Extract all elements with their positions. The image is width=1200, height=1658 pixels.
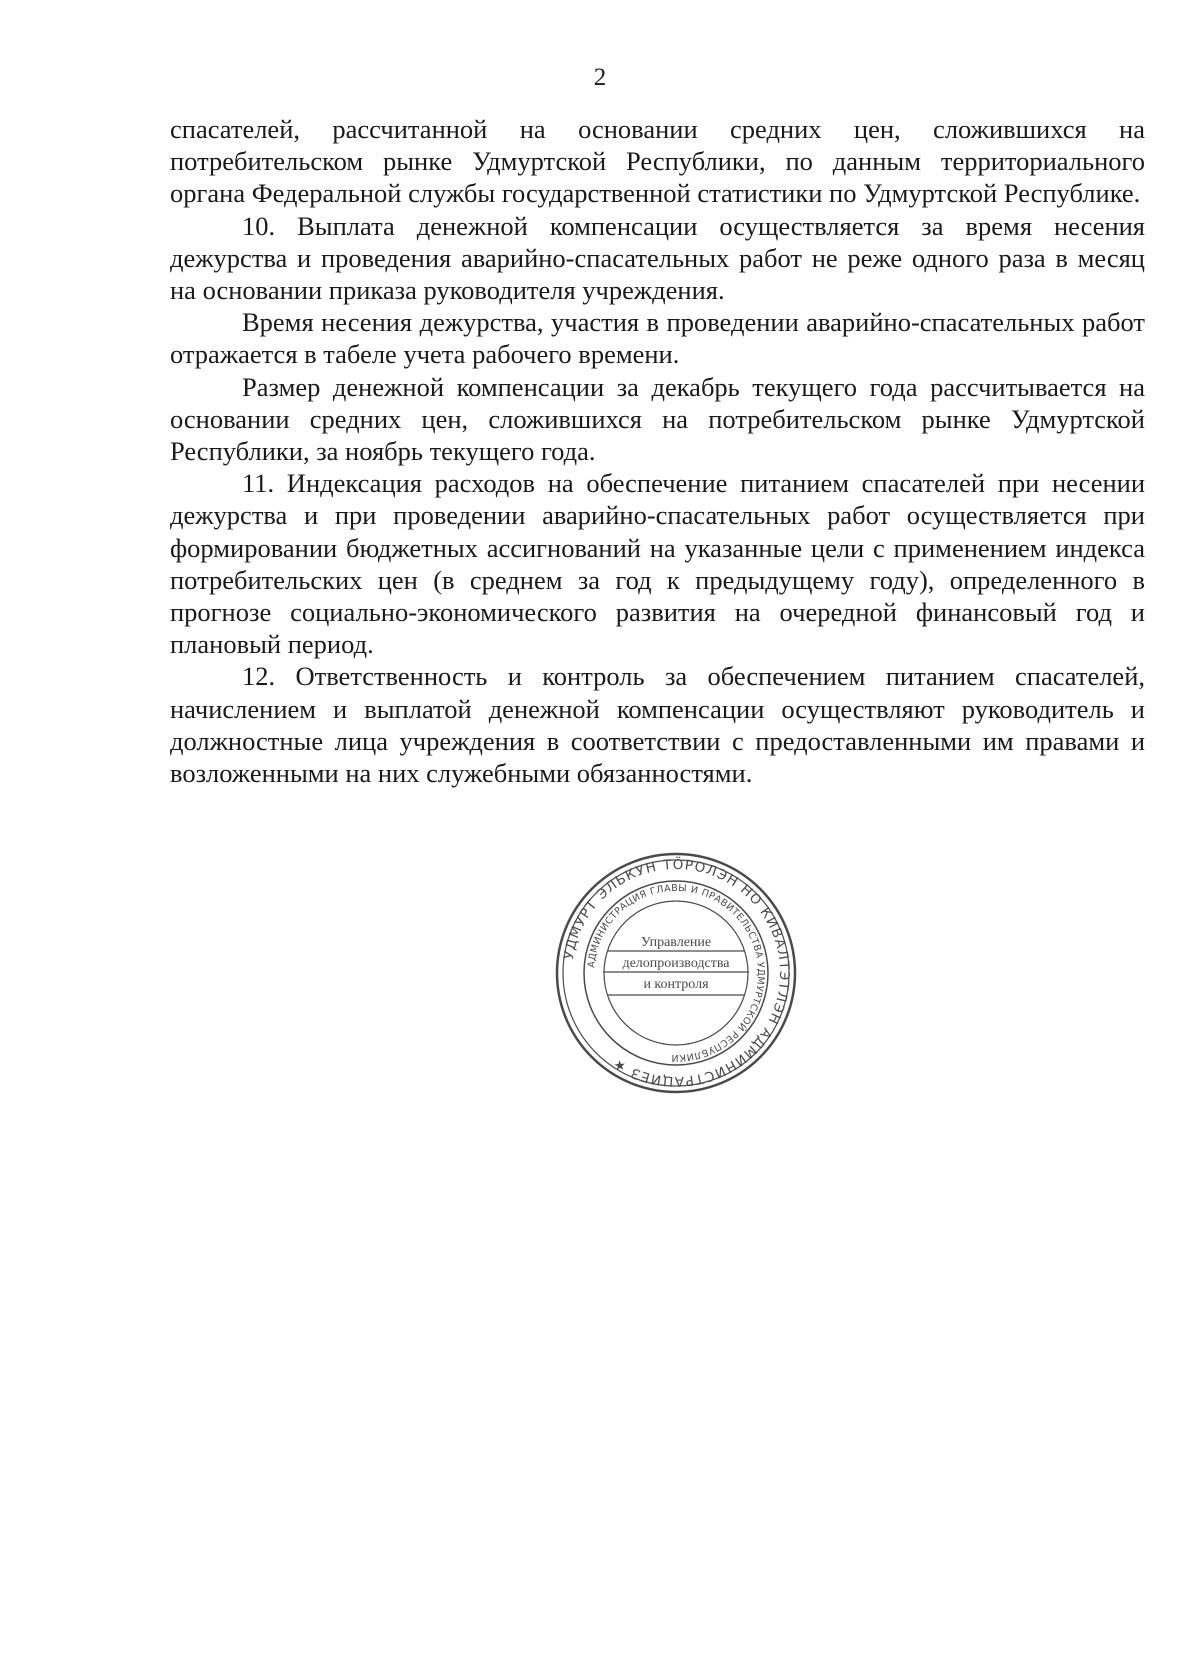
seal-center-line-3: и контроля: [643, 977, 709, 992]
seal-outer-text: УДМУРТ ЭЛЬКУН ТӦРОЛЭН НО КИВАЛТЭТЛЭН АДМИНИСТРАЦИЕЗ ★: [560, 856, 793, 1090]
official-seal-stamp: [553, 850, 799, 1096]
page-number: 2: [593, 64, 607, 91]
paragraph-continuation: спасателей, рассчитанной на основании средних цен, сложившихся на потребительском рынке Удмуртской Республики, по данным территориального органа Федеральной службы государственной статистики по Удмуртской Республике.: [170, 114, 1145, 209]
seal-center-line-1: Управление: [640, 935, 712, 950]
paragraph-item-10: 10. Выплата денежной компенсации осуществляется за время несения дежурства и проведения аварийно-спасательных работ не реже одного раза в месяц на основании приказа руководителя учреждения.: [170, 210, 1145, 306]
seal-inner-text: АДМИНИСТРАЦИЯ ГЛАВЫ И ПРАВИТЕЛЬСТВА УДМУРТСКОЙ РЕСПУБЛИКИ: [586, 882, 767, 1064]
document-body: [170, 113, 1145, 789]
paragraph-december-compensation: Размер денежной компенсации за декабрь текущего года рассчитывается на основании средних цен, сложившихся на потребительском рынке Удмуртской Республики, за ноябрь текущего года.: [170, 371, 1145, 467]
paragraph-duty-time: Время несения дежурства, участия в проведении аварийно-спасательных работ отражается в табеле учета рабочего времени.: [170, 307, 1145, 370]
seal-center-line-2: делопроизводства: [622, 956, 730, 971]
svg-text:АДМИНИСТРАЦИЯ ГЛАВЫ И ПРАВИТЕЛ: [586, 883, 766, 1063]
paragraph-item-11: 11. Индексация расходов на обеспечение питанием спасателей при несении дежурства и при проведении аварийно-спасательных работ осуществляется при формировании бюджетных ассигнований на указанные цели с применением индекса потребительских цен (в среднем за год к предыдущему году), определенного в прогнозе социально-экономического развития на очередной финансовый год и плановый период.: [170, 468, 1145, 660]
seal-icon: [553, 850, 799, 1096]
paragraph-item-12: 12. Ответственность и контроль за обеспечением питанием спасателей, начислением и выплатой денежной компенсации осуществляют руководитель и должностные лица учреждения в соответствии с предоставленными им правами и возложенными на них служебными обязанностями.: [170, 661, 1145, 789]
